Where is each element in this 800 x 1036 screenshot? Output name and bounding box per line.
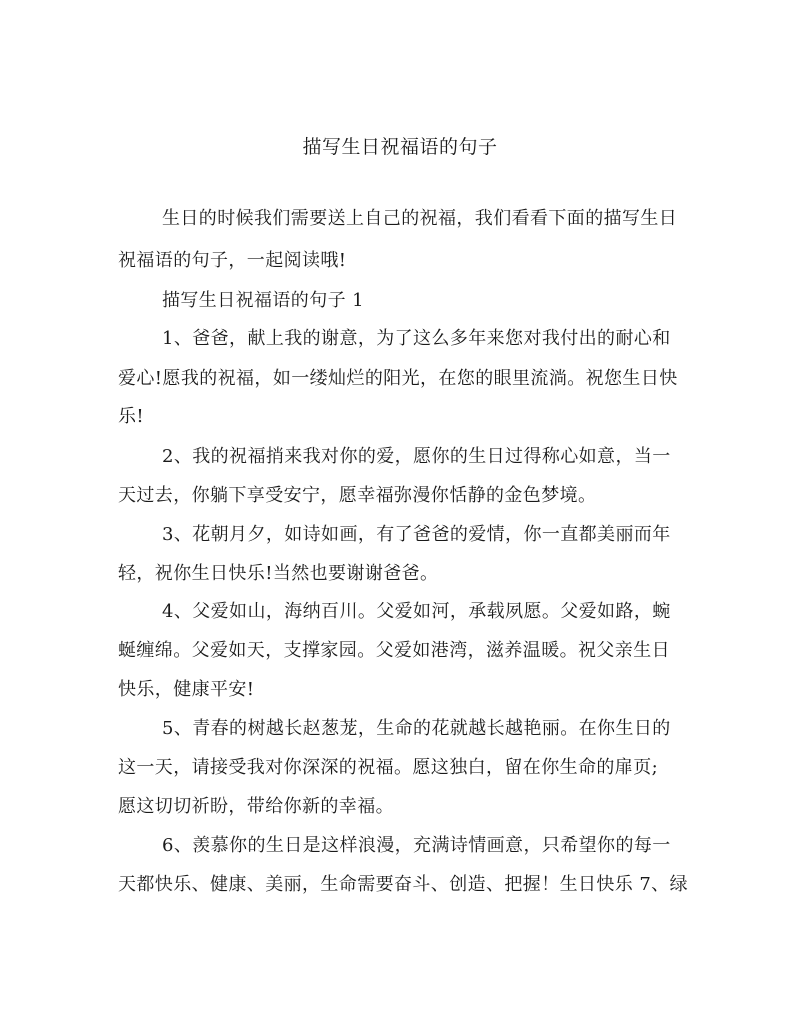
paragraph-intro-line-1: 生日的时候我们需要送上自己的祝福，我们看看下面的描写生日	[162, 208, 678, 229]
item-5-line-2: 这一天，请接受我对你深深的祝福。愿这独白，留在你生命的扉页;	[118, 757, 659, 778]
item-4-line-2: 蜒缠绵。父爱如天，支撑家园。父爱如港湾，滋养温暖。祝父亲生日	[118, 640, 670, 661]
item-5-line-1: 5、青春的树越长赵葱茏，生命的花就越长越艳丽。在你生日的	[162, 718, 671, 739]
item-1-line-1: 1、爸爸，献上我的谢意，为了这么多年来您对我付出的耐心和	[162, 328, 671, 349]
item-3-line-1: 3、花朝月夕，如诗如画，有了爸爸的爱情，你一直都美丽而年	[162, 524, 671, 545]
item-1-line-3: 乐!	[118, 406, 145, 427]
item-1-line-2: 爱心!愿我的祝福，如一缕灿烂的阳光，在您的眼里流淌。祝您生日快	[118, 368, 678, 389]
item-2-line-2: 天过去，你躺下享受安宁，愿幸福弥漫你恬静的金色梦境。	[118, 485, 597, 506]
item-6-line-1: 6、羡慕你的生日是这样浪漫，充满诗情画意，只希望你的每一	[162, 835, 671, 856]
item-5-line-3: 愿这切切祈盼，带给你新的幸福。	[118, 796, 394, 817]
item-4-line-3: 快乐，健康平安!	[118, 679, 255, 700]
item-6-line-2: 天都快乐、健康、美丽，生命需要奋斗、创造、把握！生日快乐 7、绿	[118, 874, 688, 895]
item-4-line-1: 4、父爱如山，海纳百川。父爱如河，承载夙愿。父爱如路，蜿	[162, 601, 671, 622]
section-heading: 描写生日祝福语的句子 1	[162, 290, 364, 311]
item-3-line-2: 轻，祝你生日快乐!当然也要谢谢爸爸。	[118, 563, 439, 584]
paragraph-intro-line-2: 祝福语的句子，一起阅读哦!	[118, 250, 347, 271]
document-title: 描写生日祝福语的句子	[302, 136, 498, 158]
item-2-line-1: 2、我的祝福捎来我对你的爱，愿你的生日过得称心如意，当一	[162, 446, 671, 467]
